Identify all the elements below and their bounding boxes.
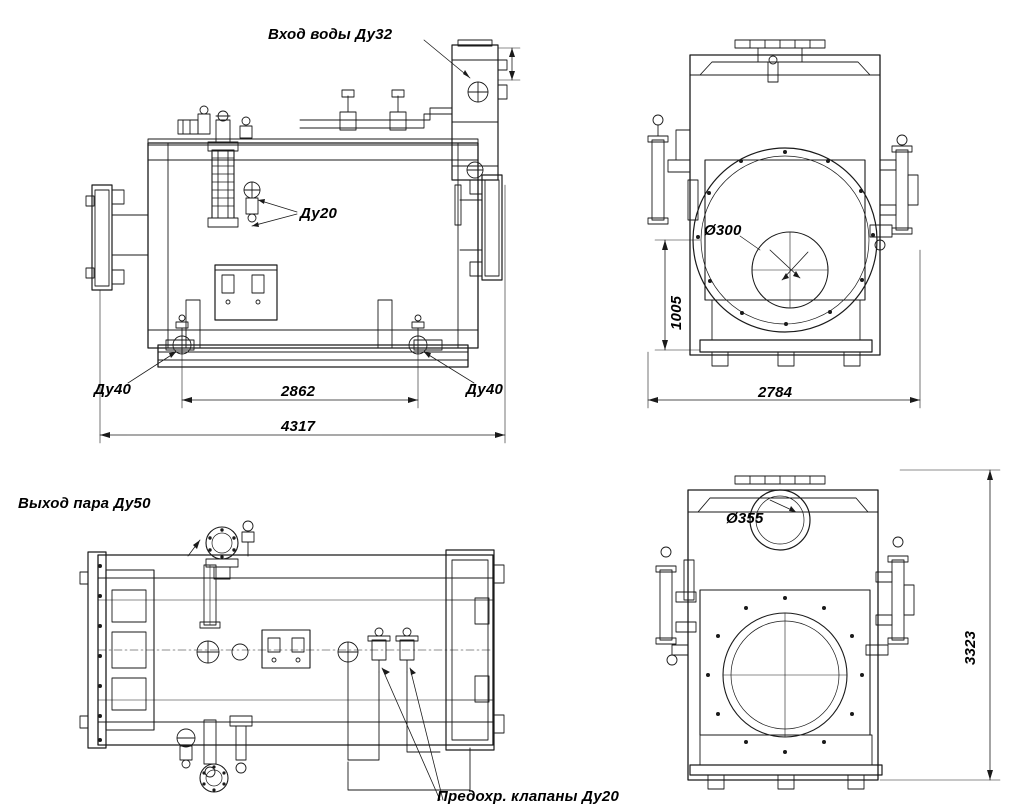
bottom-left-view — [80, 521, 504, 800]
dimension-d355: Ø355 — [726, 510, 764, 527]
top-right-view — [648, 40, 920, 408]
dimension-2862: 2862 — [281, 383, 316, 400]
label-du40-right: Ду40 — [466, 381, 504, 398]
label-safety-valves: Предохр. клапаны Ду20 — [437, 788, 620, 805]
dimension-d300: Ø300 — [704, 222, 742, 239]
dimension-2784: 2784 — [758, 384, 793, 401]
label-water-inlet: Вход воды Ду32 — [268, 26, 393, 43]
bottom-right-view — [656, 470, 1000, 789]
label-steam-outlet: Выход пара Ду50 — [18, 495, 151, 512]
label-du20-top: Ду20 — [300, 205, 338, 222]
dimension-3323: 3323 — [962, 630, 979, 665]
label-du40-left: Ду40 — [94, 381, 132, 398]
dimension-4317: 4317 — [281, 418, 316, 435]
dimension-1005: 1005 — [668, 295, 685, 330]
